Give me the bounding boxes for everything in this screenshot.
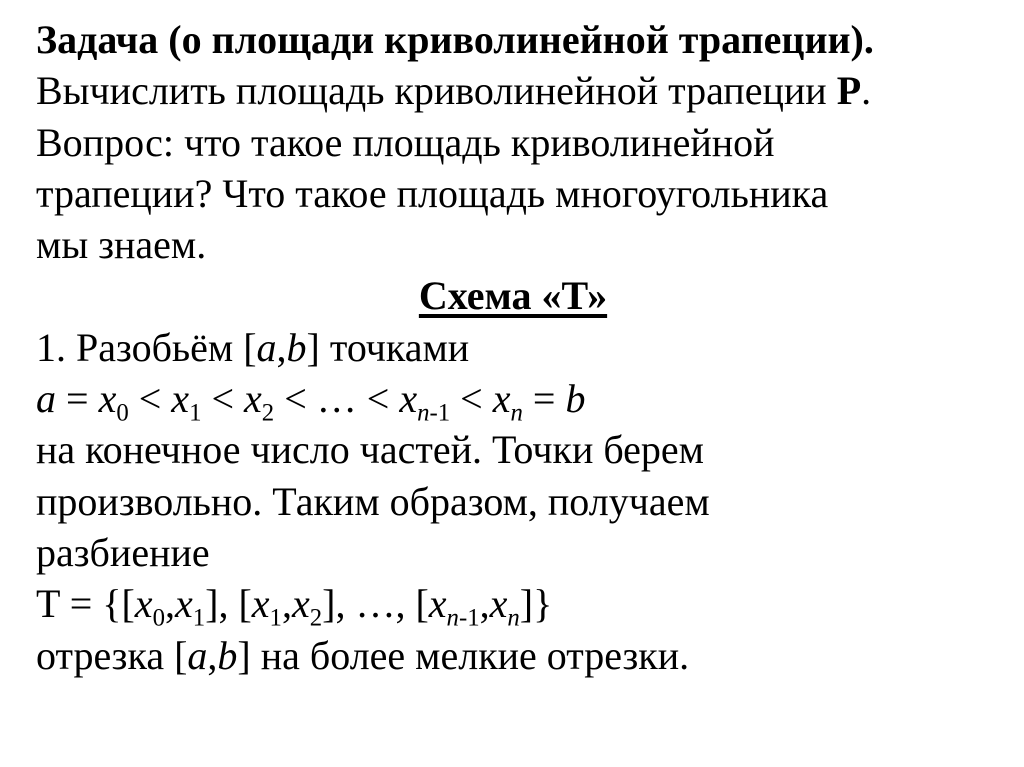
partition-sub-2: 2	[309, 604, 323, 632]
text-line-2: произвольно. Таким образом, получаем	[36, 478, 710, 524]
formula-lt: <	[201, 376, 245, 422]
task-text: Вычислить площадь криволинейной трапеции	[36, 68, 837, 114]
formula-xn1: x	[399, 376, 418, 422]
partition-comma: ,	[479, 581, 490, 627]
task-end: .	[861, 68, 872, 114]
partition-sep: ], [	[205, 581, 252, 627]
task-statement	[36, 65, 990, 116]
partition-T: T	[36, 581, 60, 627]
final-line	[36, 630, 990, 681]
formula-sub-n1	[417, 400, 450, 427]
formula-eq: =	[522, 376, 566, 422]
text-line-3: разбиение	[36, 529, 210, 575]
question-line-2: трапеции? Что такое площадь многоугольника	[36, 170, 829, 216]
partition-comma: ,	[281, 581, 292, 627]
task-figure: P	[836, 68, 862, 114]
points-formula	[36, 373, 990, 427]
formula-lt: <	[274, 376, 317, 422]
formula-sub-0: 0	[116, 399, 129, 427]
text-line-1: на конечное число частей. Точки берем	[36, 427, 704, 473]
final-b: b	[217, 632, 238, 678]
formula-b: b	[565, 376, 586, 422]
formula-x0: x	[98, 376, 117, 422]
partition-sep: ], …, [	[322, 581, 429, 627]
interval-comma: ,	[276, 324, 287, 370]
formula-lt: <	[356, 376, 400, 422]
partition-sub-1b: 1	[269, 604, 282, 632]
formula-xn: x	[492, 376, 511, 422]
formula-x1: x	[171, 376, 190, 422]
partition-sub-minus1: -1	[458, 604, 480, 632]
final-suffix: ] на более мелкие отрезки.	[237, 632, 690, 678]
partition-x1b: x	[251, 581, 270, 627]
formula-lt: <	[450, 376, 493, 422]
scheme-title: Схема «Т»	[418, 273, 608, 319]
step-1-prefix: 1. Разобьём [	[36, 324, 257, 370]
scheme-heading	[36, 270, 990, 321]
formula-sub-1: 1	[189, 399, 202, 427]
final-comma: ,	[207, 632, 218, 678]
formula-sub-n-var: n	[510, 399, 523, 427]
final-prefix: отрезка [	[36, 632, 188, 678]
formula-a: a	[36, 376, 56, 422]
partition-x0: x	[134, 581, 153, 627]
partition-sub-n: n	[446, 604, 459, 632]
partition-sub-n-wrap	[507, 605, 519, 632]
partition-xn: x	[489, 581, 508, 627]
partition-eq: = {[	[59, 581, 135, 627]
partition-sub-n1	[447, 605, 480, 632]
formula-sub-n: n	[417, 399, 430, 427]
formula-sub-2: 2	[261, 399, 275, 427]
partition-xn1: x	[428, 581, 447, 627]
final-a: a	[187, 632, 208, 678]
interval-start: a	[256, 324, 277, 370]
formula-x2: x	[244, 376, 262, 422]
partition-comma: ,	[164, 581, 175, 627]
partition-sub-n-var: n	[507, 604, 520, 632]
interval-end: b	[286, 324, 307, 370]
partition-x1: x	[174, 581, 193, 627]
formula-eq: =	[56, 376, 99, 422]
question-line-3: мы знаем.	[36, 222, 207, 268]
task-title: Задача (о площади криволинейной трапеции).	[36, 17, 874, 62]
partition-formula	[36, 578, 990, 632]
partition-close: ]}	[519, 581, 553, 627]
question-line-1: Вопрос: что такое площадь криволинейной	[36, 119, 775, 165]
formula-sub-n	[510, 400, 522, 427]
step-1-suffix: ] точками	[306, 324, 470, 370]
step-1	[36, 322, 990, 373]
formula-dots: …	[316, 376, 357, 422]
partition-sub-0: 0	[152, 604, 165, 632]
partition-x2: x	[291, 581, 310, 627]
formula-sub-minus1: -1	[429, 399, 451, 427]
formula-lt: <	[128, 376, 172, 422]
partition-sub-1: 1	[192, 604, 206, 632]
